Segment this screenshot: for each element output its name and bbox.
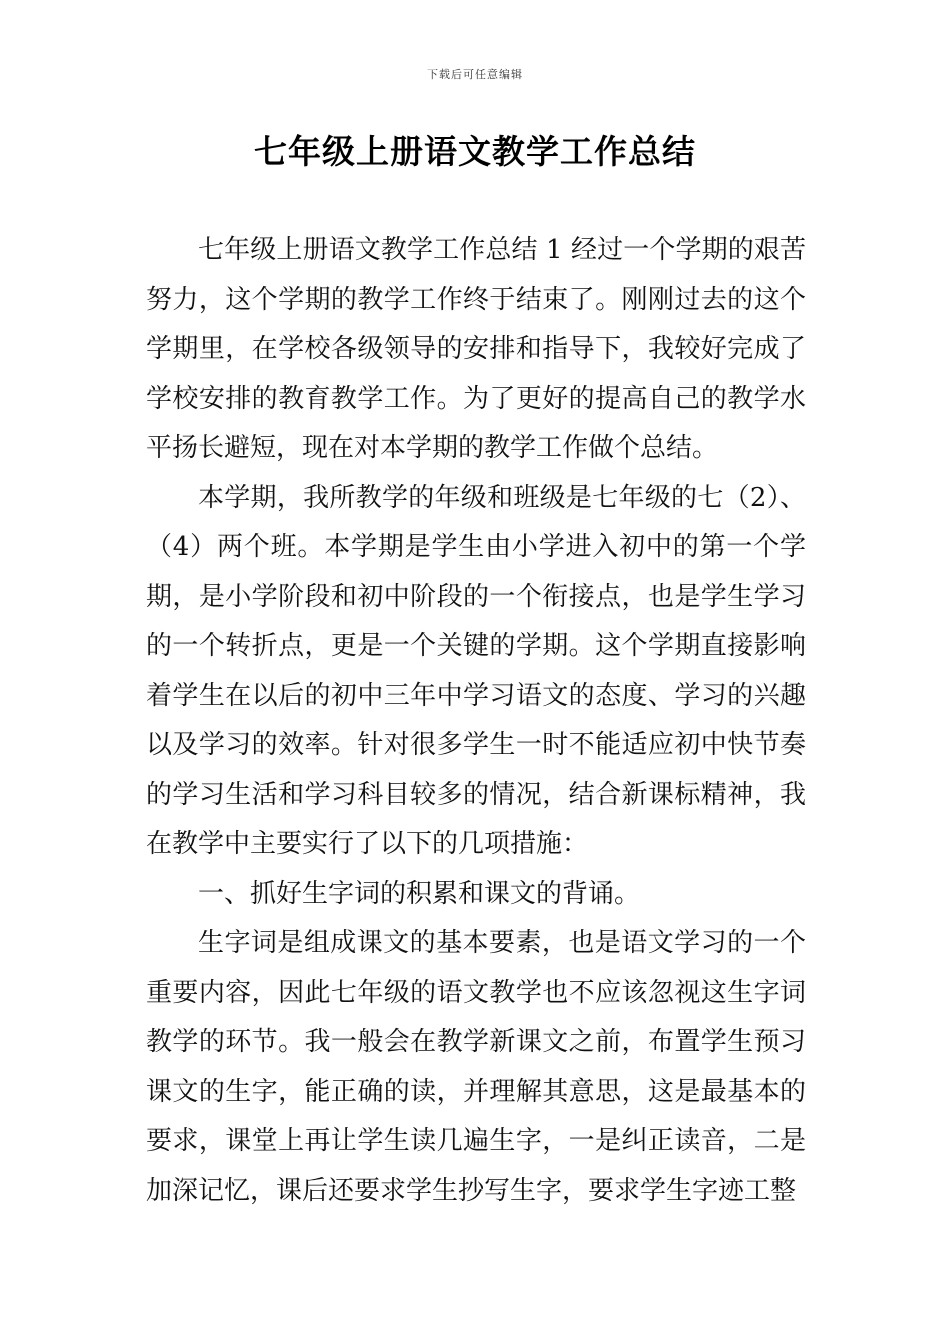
document-title: 七年级上册语文教学工作总结 — [254, 132, 696, 171]
header-note: 下载后可任意编辑 — [427, 68, 523, 81]
paragraph-class-info: 本学期，我所教学的年级和班级是七年级的七（2）、（4）两个班。本学期是学生由小学进入初中的第一个学期，是小学阶段和初中阶段的一个衔接点，也是学生学习的一个转折点，更是一个关键的学期。这个学期直接影响着学生在以后的初中三年中学习语文的态度、学习的兴趣以及学习的效率。针对很多学生一时不能适应初中快节奏的学习生活和学习科目较多的情况，结合新课标精神，我在教学中主要实行了以下的几项措施： — [146, 482, 806, 859]
paragraph-vocabulary: 生字词是组成课文的基本要素，也是语文学习的一个重要内容，因此七年级的语文教学也不应该忽视这生字词教学的环节。我一般会在教学新课文之前，布置学生预习课文的生字，能正确的读，并理解其意思，这是最基本的要求，课堂上再让学生读几遍生字，一是纠正读音，二是加深记忆，课后还要求学生抄写生字，要求学生字迹工整 — [146, 928, 806, 1206]
document-body — [146, 226, 806, 1216]
paragraph-intro: 七年级上册语文教学工作总结 1 经过一个学期的艰苦努力，这个学期的教学工作终于结束了。刚刚过去的这个学期里，在学校各级领导的安排和指导下，我较好完成了学校安排的教育教学工作。为了更好的提高自己的教学水平扬长避短，现在对本学期的教学工作做个总结。 — [146, 235, 806, 463]
paragraph-section-heading: 一、抓好生字词的积累和课文的背诵。 — [198, 878, 641, 909]
